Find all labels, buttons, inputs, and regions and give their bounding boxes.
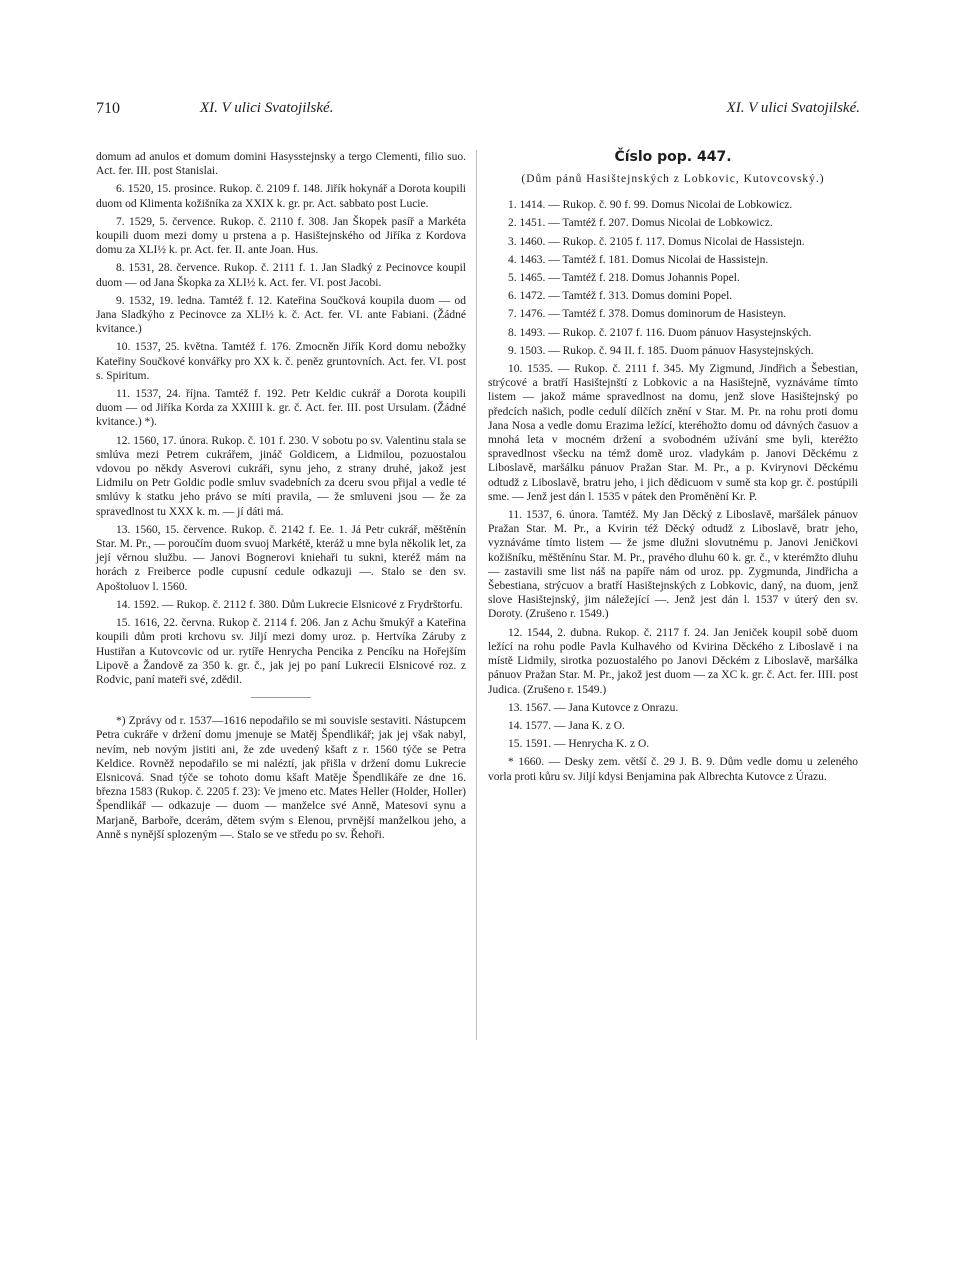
entry: 10. 1537, 25. května. Tamtéž f. 176. Zmocněn Jiřík Kord domu nebožky Kateřiny Součkové konvářky pro XX k. č. peněz gruntovních. Act. fer. VI. post s. Spiritum. — [96, 341, 466, 382]
entry: 8. 1493. — Rukop. č. 2107 f. 116. Duom pánuov Hasystejnských. — [508, 326, 812, 339]
entry: 8. 1531, 28. července. Rukop. č. 2111 f. 1. Jan Sladký z Pecinovce koupil duom — od Jana Škopka za XLI½ k. Act. fer. VI. post Jacobi. — [96, 262, 466, 289]
entry: 14. 1577. — Jana K. z O. — [508, 719, 625, 732]
page-number: 710 — [96, 100, 120, 117]
entry: 12. 1544, 2. dubna. Rukop. č. 2117 f. 24. Jan Jeniček koupil sobě duom ležící na rohu podle Pavla Kulhavého od Kvirina Děckého z Liboslavě i na místě Lidmily, sirotka pozuostalého po Janovi Děckém z Liboslavě, maršálka pánuov Pražan Star. M. Pr., jakož jest duom — za XC k. gr. č. Act. fer. IIII. post Judica. (Zrušeno r. 1549.) — [488, 626, 858, 696]
entry: 4. 1463. — Tamtéž f. 181. Domus Nicolai de Hassistejn. — [508, 253, 769, 266]
entry: 10. 1535. — Rukop. č. 2111 f. 345. My Zigmund, Jindřich a Šebestian, strýcové a bratří Hasištejnští z Lobkovic a na Hasištejně, vyznáváme tímto listem — jakož máme spravedlnost na domu, jenž slove Hasištejnský po předcích našich, podle cedulí dílčích znění v Star. M. Pr. na rohu proti domu Jana Nosa a vedle domu Erazima ležící, kteréhožto domu od dávných časuov a mnohá leta v mocném držení a svobodném užívání sme byli, kteréžto spravedlnost všecku na témž domě uroz. vladykám p. Janovi Děckému z Liboslavě, maršálku pánuov Pražan Star. M. Pr., a p. Kvirynovi Děckému odtudž z Liboslavě, bratru jeho, i jich dědicuom v sumě sta kop gr. č. postúpili sme. — Jenž jest dán l. 1535 v pátek den Proměnění Kr. P. — [488, 363, 858, 503]
entry: 5. 1465. — Tamtéž f. 218. Domus Johannis Popel. — [508, 272, 740, 285]
entry: 7. 1476. — Tamtéž f. 378. Domus dominorum de Hasisteyn. — [508, 308, 787, 321]
entry: 2. 1451. — Tamtéž f. 207. Domus Nicolai de Lobkowicz. — [508, 217, 773, 230]
entry: 13. 1567. — Jana Kutovce z Onrazu. — [508, 701, 679, 714]
house-title: Číslo pop. 447. — [614, 149, 732, 165]
running-title-right: XI. V ulici Svatojilské. — [726, 100, 860, 116]
entry: 11. 1537, 24. října. Tamtéž f. 192. Petr Keldic cukrář a Dorota koupili duom — od Jiříka Korda za XXIIII k. gr. č. Act. fer. III. post Ursulam. (Žádné kvitance.) *). — [96, 388, 466, 429]
left-column — [96, 150, 466, 853]
entry: 9. 1532, 19. ledna. Tamtéž f. 12. Kateřina Součková koupila duom — od Jana Sladkýho z Pecinovce za XLI½ k. č. Act. fer. VI. ante Fabiani. (Žádné kvitance.) — [96, 294, 466, 336]
entry: 6. 1472. — Tamtéž f. 313. Domus domini Popel. — [508, 290, 733, 303]
entry: 13. 1560, 15. července. Rukop. č. 2142 f. Ee. 1. Já Petr cukrář, měštěnín Star. M. Pr., — poroučím duom svuoj Markétě, kteráž u mne byla několik let, za její věrnou službu. — Janovi Bognerovi kniehaři tu sukni, kteréž mám na horách z Freiberce podle cupusní cedule odkazuji —. Stalo se den sv. Apoštoluov l. 1560. — [96, 523, 466, 593]
entry: 7. 1529, 5. července. Rukop. č. 2110 f. 308. Jan Škopek pasíř a Markéta koupili duom mezi domy u prstena a p. Hasištejnského od Jiříka z Kordova domu za XLI½ k. pr. Act. fer. II. ante Joan. Hus. — [96, 215, 466, 257]
entry: * 1660. — Desky zem. větší č. 29 J. B. 9. Dům vedle domu u zeleného vorla proti kůru sv. Jiljí kdysi Benjamina pak Albrechta Kutovce z Úrazu. — [488, 756, 858, 783]
entry: 11. 1537, 6. února. Tamtéž. My Jan Děcký z Liboslavě, maršálek pánuov Pražan Star. M. Pr., a Kvirin též Děcký odtudž z Liboslavě, bratr jeho, vyznáváme tímto listem — že jsme dlužni slovutnému p. Janovi Jeničkovi kožišníku, měštěnínu Star. M. Pr., pravého dluhu 60 k. gr. č., v kterémžto dluhu — zastavili sme list náš na papíře nám od uroz. pp. Zygmunda, Jindřicha a Šebestiana, strýcuov a bratří Hasištejnských z Lobkovic, daný, na duom, jenž slove Hasištejnský, jim náležející —. Jenž jest dán l. 1537 v úterý den sv. Doroty. (Zrušeno r. 1549.) — [488, 509, 858, 621]
house-subtitle: (Dům pánů Hasištejnských z Lobkovic, Kutovcovský.) — [521, 173, 825, 186]
footnote-separator — [251, 697, 311, 698]
running-title-left: XI. V ulici Svatojilské. — [200, 100, 334, 116]
entry: 14. 1592. — Rukop. č. 2112 f. 380. Dům Lukrecie Elsnicové z Frydrštorfu. — [116, 598, 463, 611]
entry: 3. 1460. — Rukop. č. 2105 f. 117. Domus Nicolai de Hassistejn. — [508, 235, 805, 248]
entry: 9. 1503. — Rukop. č. 94 II. f. 185. Duom pánuov Hasystejnských. — [508, 344, 814, 357]
entry: 1. 1414. — Rukop. č. 90 f. 99. Domus Nicolai de Lobkowicz. — [508, 199, 793, 212]
right-column — [488, 150, 858, 788]
entry: domum ad anulos et domum domini Hasysstejnsky a tergo Clementi, filio suo. Act. fer. III. post Stanislai. — [96, 151, 466, 178]
entry: 15. 1591. — Henrycha K. z O. — [508, 738, 650, 751]
entry: 6. 1520, 15. prosince. Rukop. č. 2109 f. 148. Jiřík hokynář a Dorota koupili duom od Klimenta kožišníka za XXIX k. gr. pr. Act. sabbato post Lucie. — [96, 183, 466, 210]
page-header — [96, 100, 860, 124]
column-divider — [476, 150, 477, 1040]
entry: 12. 1560, 17. února. Rukop. č. 101 f. 230. V sobotu po sv. Valentinu stala se smlúva mezi Petrem cukrářem, jináč Goldicem, a Lidmilou, pozuostalou vdovou po někdy Asverovi cukráři, synu jeho, z strany druhé, jakož jest Lidmilu on Petr Goldic podle smluv svadebních za dceru svou přijal a vedle té smlúvy k statku jeho právo se míti pravila, — že smluveni jsou — že za spravedlnost tu XXX k. m. — jí dáti má. — [96, 434, 466, 518]
entry: 15. 1616, 22. června. Rukop č. 2114 f. 206. Jan z Achu šmukýř a Kateřina koupili dům proti krchovu sv. Jiljí mezi domy uroz. p. Hertvíka Záruby z Hustiřan a Kutovcovic od ur. rytíře Henrycha Pencika z Pencíku na Hořejším Lipově a Žandově za 350 k. gr. č., jak jej po paní Lukrecii Elsnicové roz. z Rodvic, paní mateři své, zdědil. — [96, 617, 466, 686]
footnote: *) Zprávy od r. 1537—1616 nepodařilo se mi souvisle sestaviti. Nástupcem Petra cukráře v držení domu jmenuje se Matěj Špendlikář; jak jej však nabyl, nevím, neb novým jistiti ani, že zde uvedený kšaft z r. 1560 týče se Petra Keldice. Rovněž nepodařilo se mi naléztí, jak přišla v držení domu Lukrecie Elsnicová. Snad týče se tohoto domu kšaft Matěje Špendlikáře ze dne 16. března 1583 (Rukop. č. 2205 f. 23): Ve jmeno etc. Mates Heller (Holder, Holler) Špendlikář — odkazuje — duom — manželce své Anně, Matesovi synu a Marjaně, Barboře, dcerám, dětem svým s Elenou, prvnější manželkou jeho, a Anně s nynější splozeným —. Stalo se ve středu po sv. Řehoři. — [96, 715, 466, 841]
